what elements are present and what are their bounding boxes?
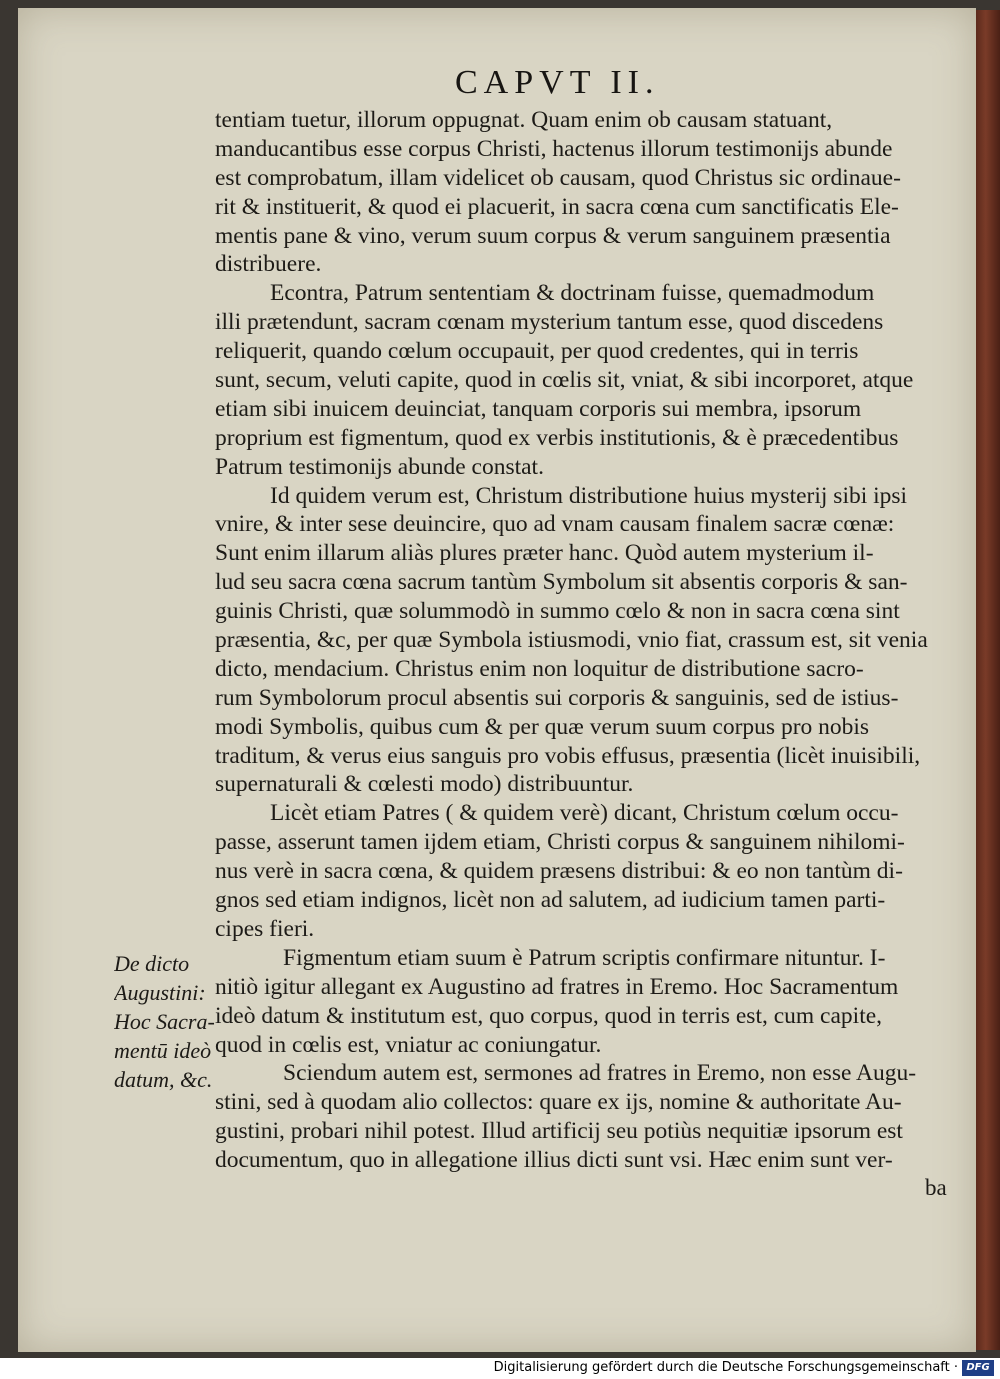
text-line: tentiam tuetur, illorum oppugnat. Quam enim ob causam statuant, xyxy=(215,107,833,133)
dfg-logo-icon: DFG xyxy=(962,1360,994,1376)
text-line: vnire, & inter sese deuincire, quo ad vnam causam finalem sacræ cœnæ: xyxy=(215,511,895,538)
text-line: Sunt enim illarum aliàs plures præter hanc. Quòd autem mysterium il- xyxy=(215,540,874,567)
text-line: guinis Christi, quæ solummodò in summo cœlo & non in sacra cœna sint xyxy=(215,598,900,625)
text-line: modi Symbolis, quibus cum & per quæ verum suum corpus pro nobis xyxy=(215,713,870,740)
catchword: ba xyxy=(925,1175,947,1200)
text-line: sunt, secum, veluti capite, quod in cœlis sit, vniat, & sibi incorporet, atque xyxy=(215,367,914,394)
margin-note-line: Augustini: xyxy=(114,979,206,1005)
text-line: lud seu sacra cœna sacrum tantùm Symbolum sit absentis corporis & san- xyxy=(215,569,908,596)
margin-note-line: De dicto xyxy=(114,951,190,976)
text-line: manducantibus esse corpus Christi, hactenus illorum testimonijs abunde xyxy=(215,135,893,162)
text-line: Econtra, Patrum sententiam & doctrinam fuisse, quemadmodum xyxy=(270,280,875,307)
margin-note-line: datum, &c. xyxy=(114,1066,213,1092)
text-line: nus verè in sacra cœna, & quidem præsens distribui: & eo non tantùm di- xyxy=(215,858,903,885)
text-line: Patrum testimonijs abunde constat. xyxy=(215,453,544,480)
book-edge xyxy=(976,10,1000,1350)
text-line: Licèt etiam Patres ( & quidem verè) dicant, Christum cœlum occu- xyxy=(270,800,899,827)
running-head: CAPVT II. xyxy=(455,64,660,101)
margin-note-line: mentū ideò xyxy=(114,1037,212,1063)
text-line: est comprobatum, illam videlicet ob causam, quod Christus sic ordinaue- xyxy=(215,164,901,191)
text-line: passe, asserunt tamen ijdem etiam, Christi corpus & sanguinem nihilomi- xyxy=(215,829,905,856)
text-line: gustini, probari nihil potest. Illud artificij seu potiùs nequitiæ ipsorum est xyxy=(215,1118,903,1145)
text-line: Id quidem verum est, Christum distributione huius mysterij sibi ipsi xyxy=(270,482,908,509)
text-line: quod in cœlis est, vniatur ac coniungatur. xyxy=(215,1031,602,1058)
funding-notice: Digitalisierung gefördert durch die Deutsche Forschungsgemeinschaft · xyxy=(493,1360,958,1375)
margin-note-line: Hoc Sacra- xyxy=(114,1008,215,1034)
text-line: reliquerit, quando cœlum occupauit, per quod credentes, qui in terris xyxy=(215,338,859,365)
text-line: præsentia, &c, per quæ Symbola istiusmodi, vnio fiat, crassum est, sit venia xyxy=(215,627,928,654)
margin-note xyxy=(114,950,234,1094)
text-line: Figmentum etiam suum è Patrum scriptis confirmare nituntur. I- xyxy=(283,944,886,971)
text-line: mentis pane & vino, verum suum corpus & verum sanguinem præsentia xyxy=(215,222,891,249)
text-line: dicto, mendacium. Christus enim non loquitur de distributione sacro- xyxy=(215,655,864,682)
text-line: Sciendum autem est, sermones ad fratres in Eremo, non esse Augu- xyxy=(283,1060,917,1087)
text-line: rum Symbolorum procul absentis sui corporis & sanguinis, sed de istius- xyxy=(215,684,899,711)
text-line: illi prætendunt, sacram cœnam mysterium tantum esse, quod discedens xyxy=(215,309,884,336)
text-line: stini, sed à quodam alio collectos: quare ex ijs, nomine & authoritate Au- xyxy=(215,1089,902,1116)
text-line: distribuere. xyxy=(215,251,322,278)
text-line: rit & instituerit, & quod ei placuerit, in sacra cœna cum sanctificatis Ele- xyxy=(215,193,899,220)
text-line: nitiò igitur allegant ex Augustino ad fratres in Eremo. Hoc Sacramentum xyxy=(215,973,899,1000)
text-line: proprium est figmentum, quod ex verbis institutionis, & è præcedentibus xyxy=(215,424,899,451)
text-line: cipes fieri. xyxy=(215,915,315,942)
text-line: ideò datum & institutum est, quo corpus, quod in terris est, cum capite, xyxy=(215,1002,883,1029)
text-line: gnos sed etiam indignos, licèt non ad salutem, ad iudicium tamen parti- xyxy=(215,887,886,914)
text-line: documentum, quo in allegatione illius dicti sunt vsi. Hæc enim sunt ver- xyxy=(215,1147,893,1174)
text-line: supernaturali & cœlesti modo) distribuuntur. xyxy=(215,771,634,798)
text-line: traditum, & verus eius sanguis pro vobis effusus, præsentia (licèt inuisibili, xyxy=(215,742,921,769)
footer-bar xyxy=(0,1358,1000,1379)
text-line: etiam sibi inuicem deuinciat, tanquam corporis sui membra, ipsorum xyxy=(215,395,862,422)
body-text xyxy=(215,106,960,1175)
